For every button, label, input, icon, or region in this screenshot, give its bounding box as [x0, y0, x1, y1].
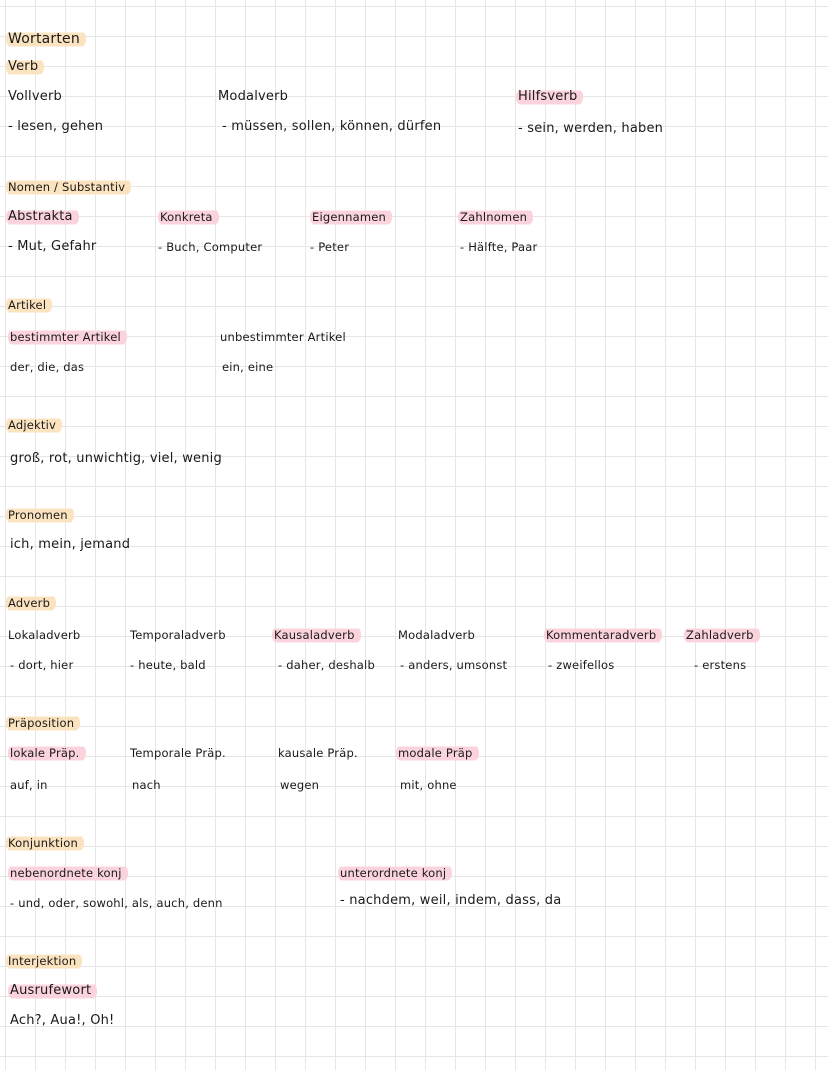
- adjektiv-heading: Adjektiv: [6, 416, 62, 434]
- modalverb-examples: - müssen, sollen, können, dürfen: [222, 119, 442, 134]
- unterordnete-konj-label: unterordnete konj: [338, 864, 452, 882]
- lokaladverb-label: Lokaladverb: [8, 628, 81, 642]
- eigennamen-label: Eigennamen: [310, 208, 392, 226]
- konjunktion-heading: Konjunktion: [6, 834, 84, 852]
- zahlnomen-examples: - Hälfte, Paar: [460, 240, 538, 254]
- bestimmter-artikel-examples: der, die, das: [10, 360, 85, 374]
- lokale-praep-examples: auf, in: [10, 778, 48, 792]
- modaladverb-label: Modaladverb: [398, 628, 475, 642]
- verb-heading: Verb: [6, 58, 44, 76]
- abstrakta-label: Abstrakta: [6, 208, 79, 226]
- kausale-praep-label: kausale Präp.: [278, 746, 358, 760]
- vollverb-examples: - lesen, gehen: [8, 119, 104, 134]
- zahlnomen-label: Zahlnomen: [458, 208, 533, 226]
- abstrakta-examples: - Mut, Gefahr: [8, 239, 97, 254]
- konkreta-examples: - Buch, Computer: [158, 240, 263, 254]
- modale-praep-label: modale Präp: [396, 744, 479, 762]
- pronomen-heading: Pronomen: [6, 506, 74, 524]
- bestimmter-artikel-label: bestimmter Artikel: [8, 328, 127, 346]
- pronomen-examples: ich, mein, jemand: [10, 537, 131, 552]
- interjektion-examples: Ach?, Aua!, Oh!: [10, 1013, 115, 1028]
- vollverb-label: Vollverb: [8, 89, 62, 104]
- temporale-praep-examples: nach: [132, 778, 161, 792]
- artikel-heading: Artikel: [6, 296, 52, 314]
- adjektiv-examples: groß, rot, unwichtig, viel, wenig: [10, 451, 222, 466]
- eigennamen-examples: - Peter: [310, 240, 350, 254]
- adverb-heading: Adverb: [6, 594, 56, 612]
- zahladverb-examples: - erstens: [694, 658, 747, 672]
- lokale-praep-label: lokale Präp.: [8, 744, 86, 762]
- nomen-heading: Nomen / Substantiv: [6, 178, 131, 196]
- unbestimmter-artikel-examples: ein, eine: [222, 360, 274, 374]
- konkreta-label: Konkreta: [158, 208, 219, 226]
- lokaladverb-examples: - dort, hier: [10, 658, 74, 672]
- zahladverb-label: Zahladverb: [684, 626, 760, 644]
- temporaladverb-label: Temporaladverb: [130, 628, 226, 642]
- kommentaradverb-examples: - zweifellos: [548, 658, 615, 672]
- modaladverb-examples: - anders, umsonst: [400, 658, 508, 672]
- unterordnete-konj-examples: - nachdem, weil, indem, dass, da: [340, 893, 562, 908]
- ausrufewort-label: Ausrufewort: [8, 982, 97, 1000]
- nebenordnete-konj-label: nebenordnete konj: [8, 864, 128, 882]
- hilfsverb-label: Hilfsverb: [516, 88, 583, 106]
- modale-praep-examples: mit, ohne: [400, 778, 457, 792]
- modalverb-label: Modalverb: [218, 89, 289, 104]
- kausaladverb-examples: - daher, deshalb: [278, 658, 375, 672]
- temporale-praep-label: Temporale Präp.: [130, 746, 226, 760]
- unbestimmter-artikel-label: unbestimmter Artikel: [220, 330, 346, 344]
- hilfsverb-examples: - sein, werden, haben: [518, 121, 664, 136]
- kausaladverb-label: Kausaladverb: [272, 626, 361, 644]
- page-title: Wortarten: [6, 30, 86, 48]
- interjektion-heading: Interjektion: [6, 952, 82, 970]
- nebenordnete-konj-examples: - und, oder, sowohl, als, auch, denn: [10, 896, 223, 910]
- kommentaradverb-label: Kommentaradverb: [544, 626, 662, 644]
- praeposition-heading: Präposition: [6, 714, 80, 732]
- kausale-praep-examples: wegen: [280, 778, 320, 792]
- temporaladverb-examples: - heute, bald: [130, 658, 206, 672]
